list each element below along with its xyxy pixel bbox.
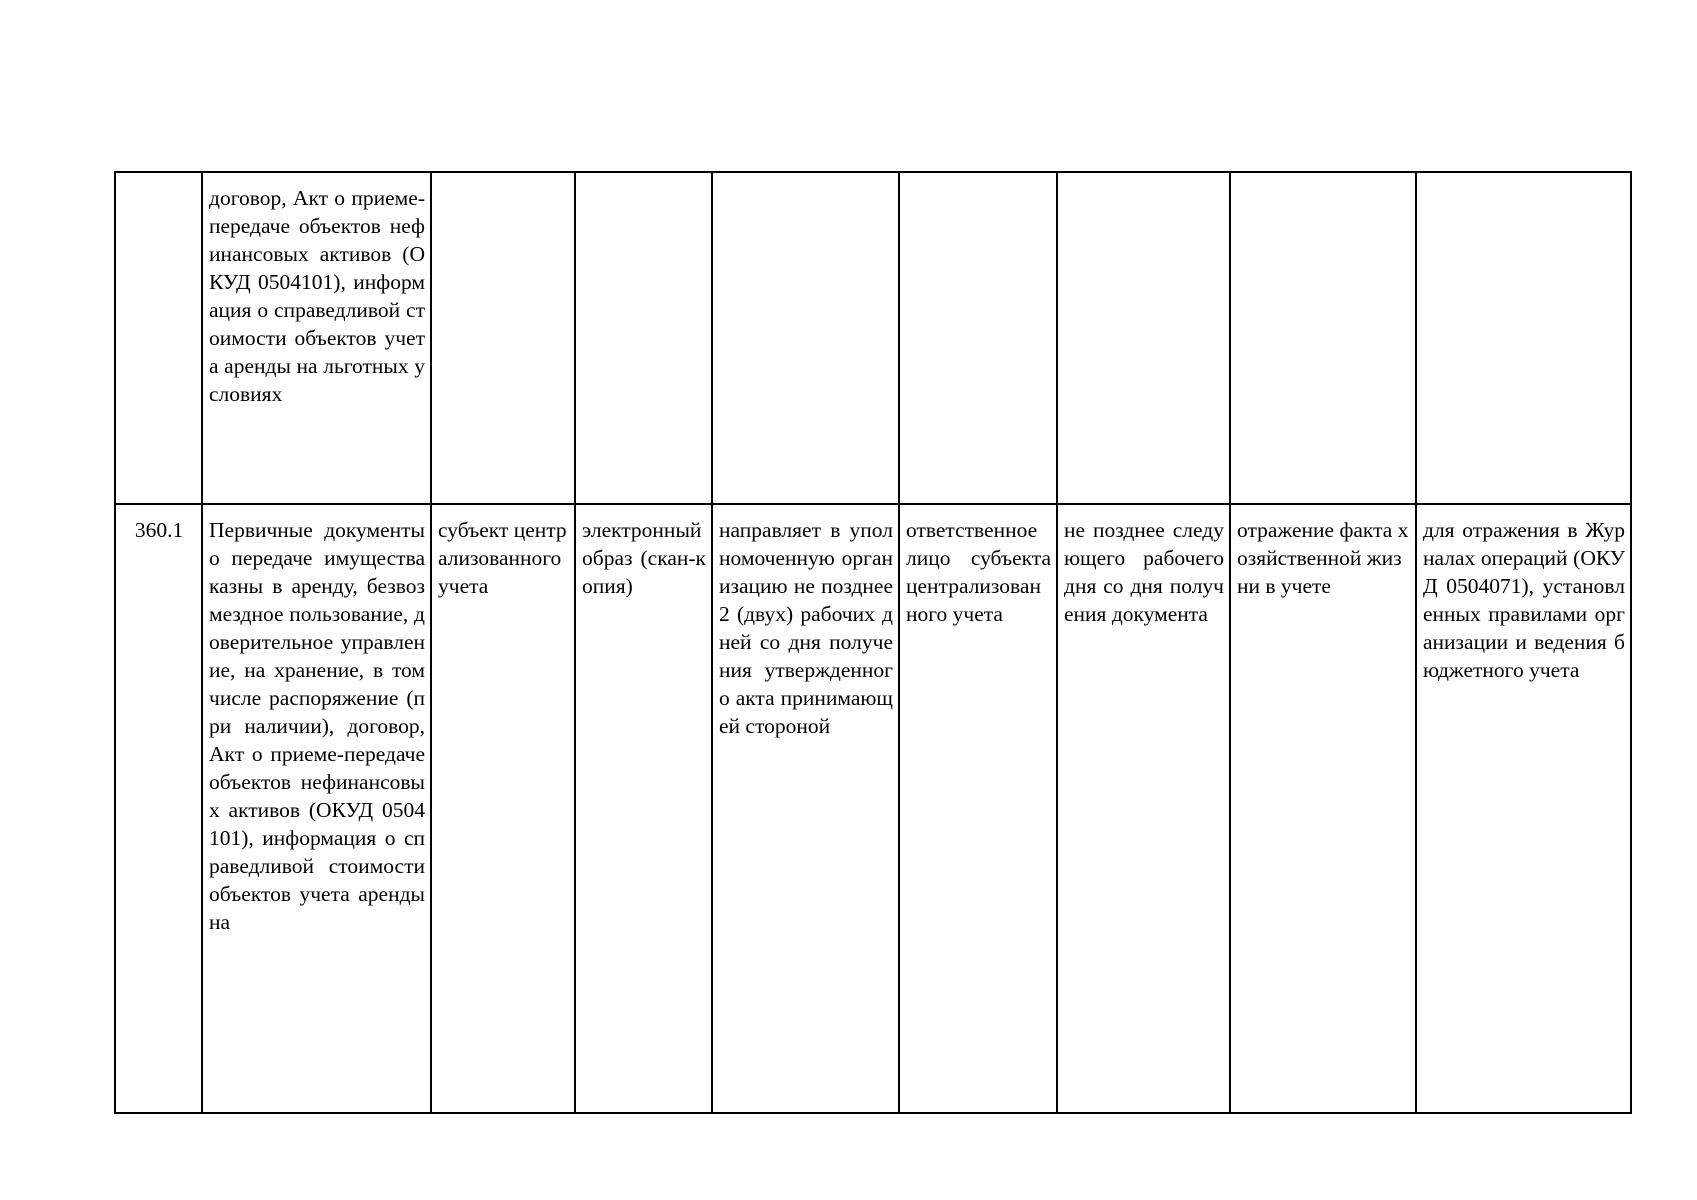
executor-cell xyxy=(899,172,1057,504)
table-row xyxy=(115,504,1631,1113)
document-cell: Первичные документы о передаче имущества казны в аренду, безвозмездное пользование, доверительное управление, на хранение, в том числе распоряжение (при наличии), договор, Акт о приеме-передаче объектов нефинансовых активов (ОКУД 0504101), информация о справедливой стоимости объектов учета аренды на xyxy=(202,504,431,1113)
executor-cell: ответственное лицо субъекта централизованного учета xyxy=(899,504,1057,1113)
form-cell: электронный образ (скан-копия) xyxy=(575,504,712,1113)
submitter-cell: субъект централизованного учета xyxy=(431,504,575,1113)
transfer-procedure-cell xyxy=(712,172,899,504)
submitter-cell xyxy=(431,172,575,504)
purpose-cell xyxy=(1230,172,1416,504)
usage-cell xyxy=(1416,172,1631,504)
row-number-cell xyxy=(115,172,202,504)
document-cell: договор, Акт о приеме-передаче объектов нефинансовых активов (ОКУД 0504101), информация о справедливой стоимости объектов учета аренды на льготных условиях xyxy=(202,172,431,504)
form-cell xyxy=(575,172,712,504)
accounting-documents-table xyxy=(114,171,1632,1114)
deadline-cell xyxy=(1057,172,1230,504)
usage-cell: для отражения в Журналах операций (ОКУД 0504071), установленных правилами организации и ведения бюджетного учета xyxy=(1416,504,1631,1113)
purpose-cell: отражение факта хозяйственной жизни в учете xyxy=(1230,504,1416,1113)
row-number-cell: 360.1 xyxy=(115,504,202,1113)
table-row xyxy=(115,172,1631,504)
deadline-cell: не позднее следующего рабочего дня со дня получения документа xyxy=(1057,504,1230,1113)
transfer-procedure-cell: направляет в уполномоченную организацию не позднее 2 (двух) рабочих дней со дня получения утвержденного акта принимающей стороной xyxy=(712,504,899,1113)
